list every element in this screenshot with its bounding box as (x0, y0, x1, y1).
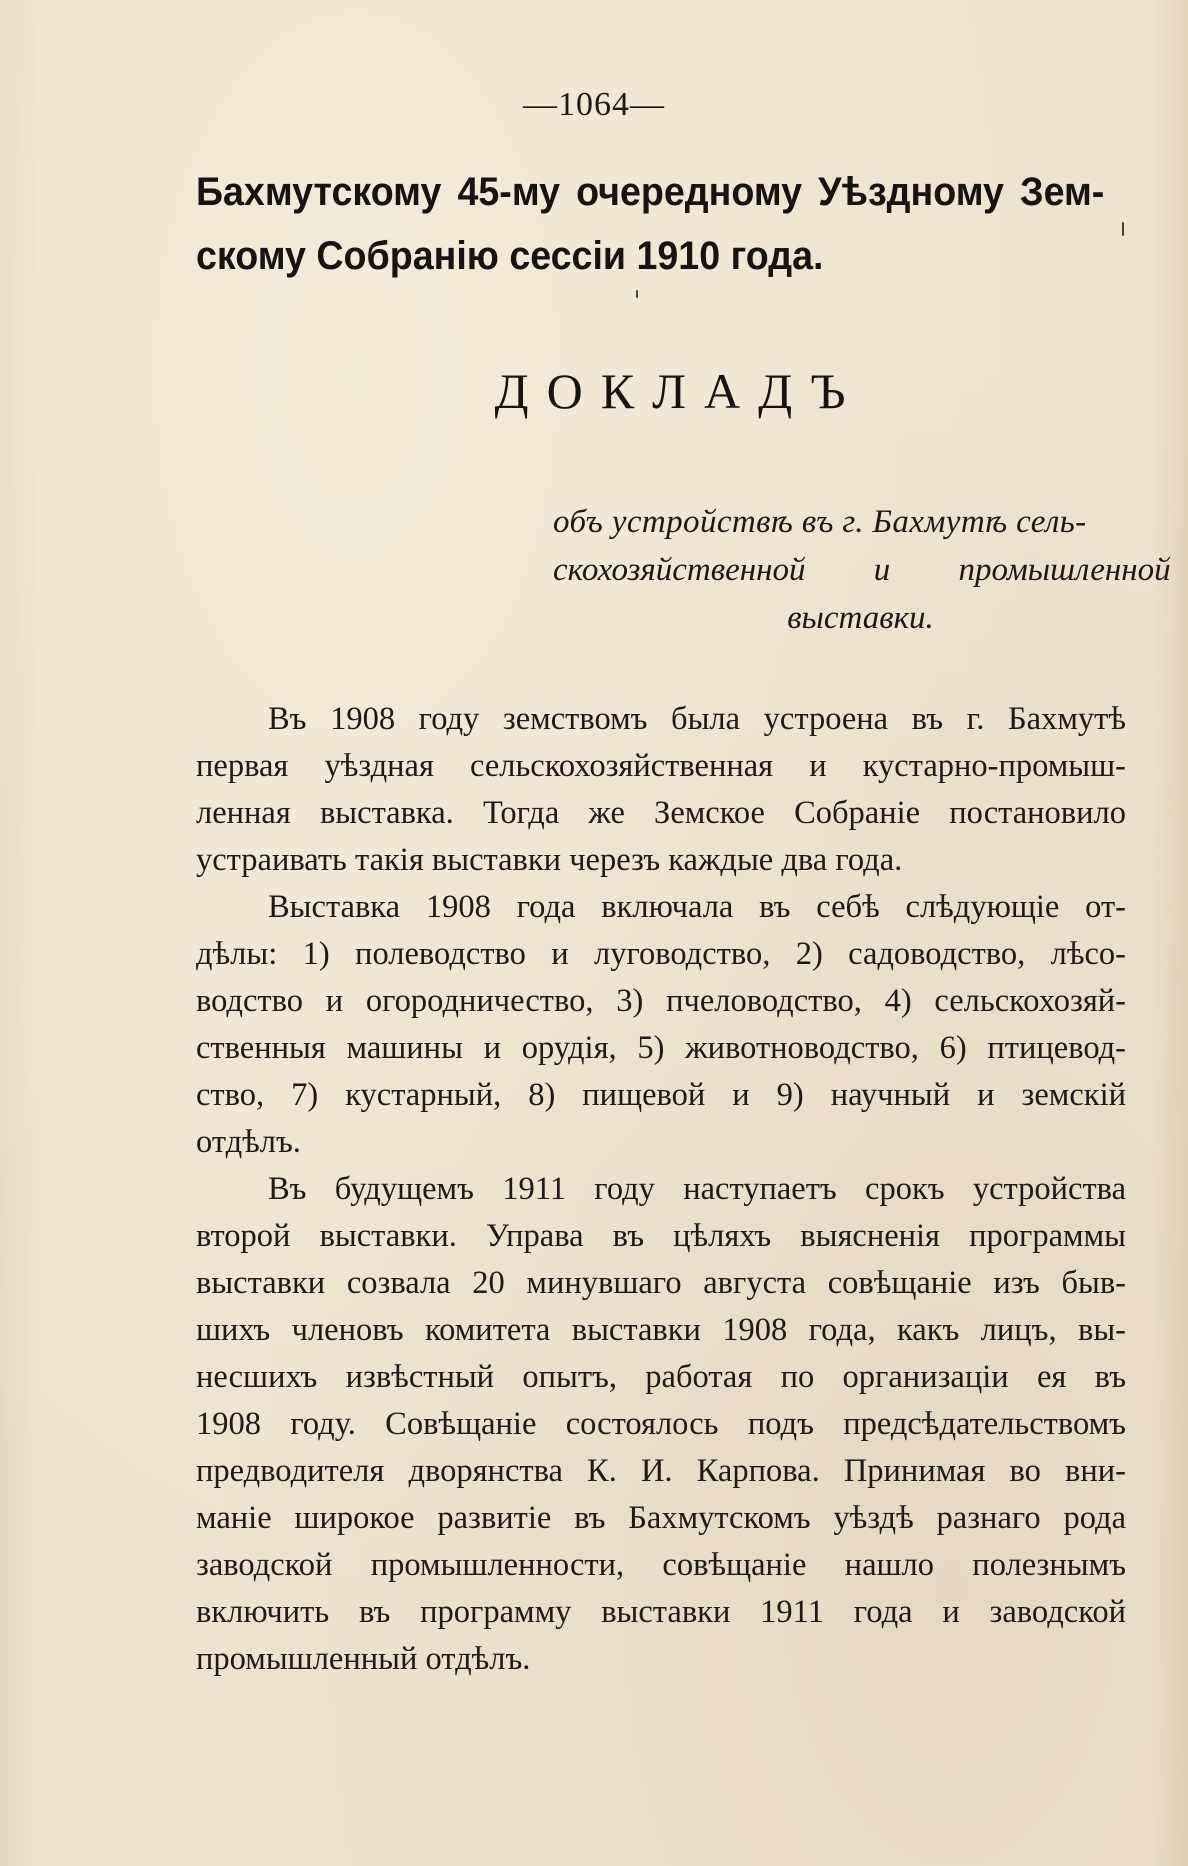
text-line: первая уѣздная сельскохозяйственная и кустарно-промыш- (196, 748, 1126, 784)
text-line: включить въ программу выставки 1911 года и заводской (196, 1594, 1126, 1630)
text-line: Въ 1908 году земствомъ была устроена въ г. Бахмутѣ (268, 701, 1126, 737)
heading-line: скому Собранію сессіи 1910 года. (196, 234, 824, 278)
print-speck (1122, 222, 1124, 236)
subtitle-line: скохозяйственной и промышленной (553, 552, 1171, 588)
text-line: дѣлы: 1) полеводство и луговодство, 2) садоводство, лѣсо- (196, 936, 1126, 972)
text-line: заводской промышленности, совѣщаніе нашло полезнымъ (196, 1547, 1126, 1583)
paragraph-3 (196, 1166, 1126, 1683)
text-line: устраивать такія выставки черезъ каждые два года. (196, 842, 903, 878)
text-line: Выставка 1908 года включала въ себѣ слѣдующіе от- (268, 889, 1126, 925)
print-speck (636, 290, 638, 298)
paragraph-1 (196, 696, 1126, 884)
text-line: шихъ членовъ комитета выставки 1908 года, какъ лицъ, вы- (196, 1312, 1126, 1348)
body-text (196, 696, 1126, 1683)
text-line: второй выставки. Управа въ цѣляхъ выясненія программы (196, 1218, 1126, 1254)
text-line: отдѣлъ. (196, 1124, 301, 1160)
text-line: маніе широкое развитіе въ Бахмутскомъ уѣздѣ разнаго рода (196, 1500, 1126, 1536)
text-line: Въ будущемъ 1911 году наступаетъ срокъ устройства (268, 1171, 1126, 1207)
text-line: промышленный отдѣлъ. (196, 1641, 531, 1677)
subtitle-line: объ устройствѣ въ г. Бахмутѣ сель- (553, 504, 1087, 540)
heading-line: Бахмутскому 45-му очередному Уѣздному Зем- (196, 170, 1105, 214)
subtitle-line: выставки. (787, 600, 934, 636)
text-line: несшихъ извѣстный опытъ, работая по организаціи ея въ (196, 1359, 1126, 1395)
page-number: —1064— (523, 86, 665, 123)
addressee-heading (196, 160, 1105, 288)
text-line: ство, 7) кустарный, 8) пищевой и 9) научный и земскій (196, 1077, 1126, 1113)
text-line: предводителя дворянства К. И. Карпова. Принимая во вни- (196, 1453, 1126, 1489)
paragraph-2 (196, 884, 1126, 1166)
document-subtitle (553, 498, 1171, 642)
text-line: выставки созвала 20 минувшаго августа совѣщаніе изъ быв- (196, 1265, 1126, 1301)
text-line: ственныя машины и орудія, 5) животноводство, 6) птицевод- (196, 1030, 1126, 1066)
document-title: ДОКЛАДЪ (494, 363, 864, 419)
text-line: водство и огородничество, 3) пчеловодство, 4) сельскохозяй- (196, 983, 1126, 1019)
text-line: 1908 году. Совѣщаніе состоялось подъ предсѣдательствомъ (196, 1406, 1126, 1442)
text-line: ленная выставка. Тогда же Земское Собраніе постановило (196, 795, 1126, 831)
